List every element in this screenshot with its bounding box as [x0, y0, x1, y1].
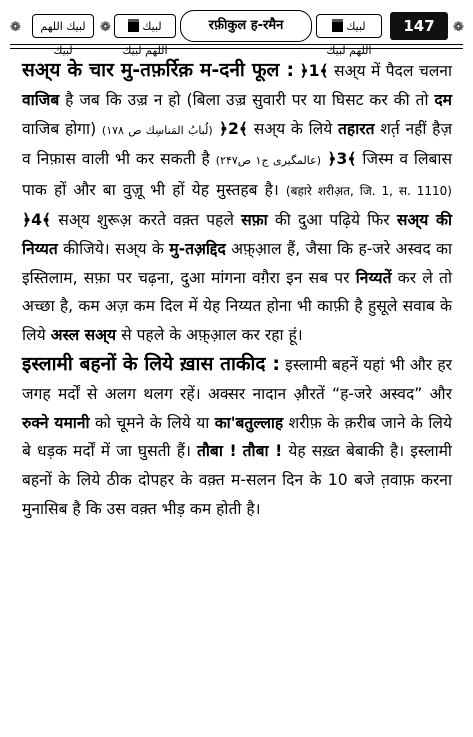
labbaik-cartouche-left — [32, 14, 94, 57]
bold-term: सअ्य की निय्यत — [22, 210, 452, 258]
text-run: अफ़्आ़ल हैं, जैसा कि ह-जरे अस्वद का इस्तिलाम, सफ़ा पर चढ़ना, दुआ मांगना वग़ैरा इन सब पर — [22, 239, 452, 287]
text-run: से पहले के अफ़्आ़ल कर रहा हूं। — [116, 326, 303, 345]
heading-saay-tips: सअ्य के चार मु-तफ़र्रिक़ म-दनी फूल : — [22, 59, 295, 81]
reference-citation: (عالمگیری ج۱ ص۲۴۷) — [215, 154, 321, 168]
bold-term: का'बतुल्लाह — [214, 413, 284, 432]
bold-term: तौबा ! — [197, 442, 237, 461]
bold-term: निय्यतें — [355, 268, 392, 287]
bold-term: तौबा ! — [242, 442, 283, 461]
paragraph-saay-tips — [22, 56, 452, 350]
labbaik-text-right: لبيك اللهم لبيك — [326, 20, 372, 57]
bold-term: तहारत — [338, 119, 375, 138]
bold-term: अस्ल सअ्य — [50, 326, 117, 345]
bold-term: मु-तअ़द्दिद — [169, 239, 226, 258]
labbaik-cartouche-center — [114, 14, 176, 57]
reference-citation: (बहारे शरीअ़त, जि. 1, स. 1110) — [285, 184, 452, 199]
page-header — [10, 8, 464, 57]
bold-term: सफ़ा — [241, 210, 268, 229]
labbaik-text-center: لبيك اللهم لبيك — [122, 20, 168, 57]
text-run: सअ्य शुरूअ़ करते वक़्त पहले — [51, 210, 242, 229]
bold-term: वाजिब — [22, 90, 60, 109]
item-number-2: ﴿2﴾ — [212, 119, 248, 138]
reference-citation: (لُبابُ المَناسِك ص ١٧٨) — [101, 123, 213, 137]
text-run: है जब कि उज़्र न हो (बिला उज़्र सुवारी पर या घिसट कर की तो — [59, 90, 435, 109]
header-rule — [10, 44, 463, 49]
text-run: येह सख़्त बेबाकी है। इस्लामी बहनों के लिये ठीक दोपहर के वक़्त म-सलन दिन के 10 बजे त़वाफ़ करना मुनासिब है कि उस वक़्त भीड़ कम होती है। — [22, 442, 452, 518]
running-title: रफ़ीकुल ह-रमैन — [180, 10, 312, 42]
kaaba-icon — [332, 19, 343, 32]
page-number: 147 — [390, 12, 448, 40]
text-run: सअ्य के लिये — [247, 119, 339, 138]
heading-sisters-advice: इस्लामी बहनों के लिये ख़ास ताकीद : — [22, 352, 280, 375]
text-run: कर ले तो अच्छा है, कम अज़ कम दिल में येह निय्यत होना भी काफ़ी है हुसूले सवाब के लिये — [22, 268, 452, 345]
item-number-1: ﴿1﴾ — [299, 62, 329, 80]
text-run: कीजिये। सअ्य के — [57, 239, 170, 258]
text-run: को चूमने के लिये या — [89, 413, 215, 432]
text-run: शरीफ़ के क़रीब जाने के लिये बे धड़क मर्दों में जा घुसती हैं। — [22, 413, 452, 461]
ornament-icon: ❁ — [453, 20, 464, 35]
text-run: जिस्म व लिबास पाक हों और बा वुज़ू भी हों येह मुस्तहब है। — [22, 150, 453, 200]
page-body — [22, 56, 452, 524]
paragraph-sisters-advice — [22, 350, 452, 524]
kaaba-icon — [128, 19, 139, 32]
ornament-icon: ❁ — [100, 20, 111, 35]
text-run: शर्त़ नहीं हैज़ व निफ़ास वाली भी कर सकती है — [22, 119, 453, 169]
item-number-4: ﴿4﴾ — [22, 210, 52, 229]
text-run: इस्लामी बहनें यहां भी और हर जगह मर्दों से अलग थलग रहें। अक्सर नादान औ़रतें “ह-जरे अस्वद” और — [22, 355, 452, 403]
labbaik-text-left: لبيك اللهم لبيك — [40, 20, 86, 57]
bold-term: दम — [434, 90, 452, 109]
bold-term: रुक्ने यमानी — [22, 413, 90, 432]
text-run: वाजिब होगा) — [22, 119, 102, 138]
labbaik-cartouche-right — [316, 14, 382, 57]
item-number-3: ﴿3﴾ — [320, 150, 357, 169]
ornament-icon: ❁ — [10, 20, 21, 35]
text-run: सअ्य में पैदल चलना — [328, 62, 452, 80]
text-run: की दुआ पढ़िये फिर — [267, 210, 397, 229]
